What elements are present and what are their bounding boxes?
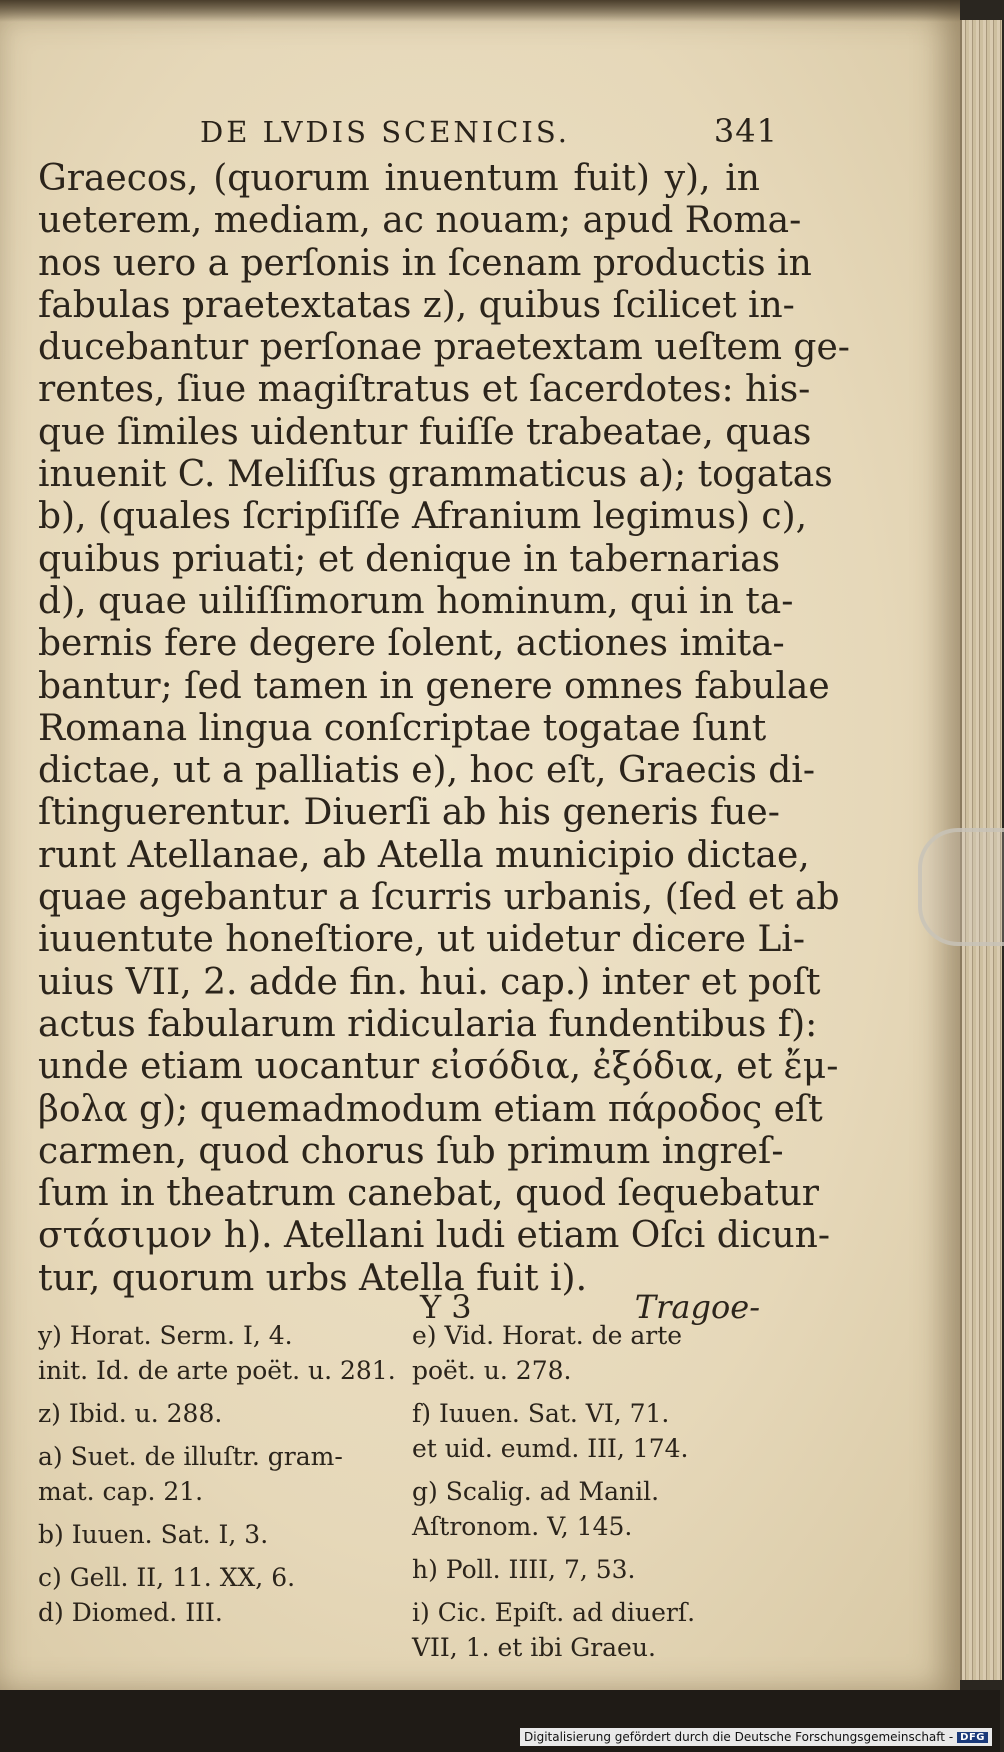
text-line: iuuentute honeſtiore, ut uidetur dicere Li- — [38, 919, 805, 961]
text-line: ſtinguerentur. Diuerſi ab his generis fue- — [38, 792, 780, 834]
footnote: i) Cic. Epiſt. ad diuerſ. — [412, 1598, 696, 1627]
text-line: Graecos, (quorum inuentum fuit) y), in — [38, 158, 760, 199]
body-text — [38, 158, 850, 1300]
catchword: Tragoe- — [634, 1288, 760, 1326]
text-line: fabulas praetextatas z), quibus ſcilicet in- — [38, 284, 795, 326]
text-line: actus fabularum ridicularia fundentibus f): — [38, 1003, 818, 1045]
footnote: c) Gell. II, 11. XX, 6. — [38, 1563, 296, 1592]
text-line: bantur; ſed tamen in genere omnes fabulae — [38, 665, 830, 707]
footnote: mat. cap. 21. — [38, 1477, 204, 1506]
page-number: 341 — [713, 112, 778, 150]
text-line: bernis fere degere ſolent, actiones imita- — [38, 623, 785, 665]
funding-credit — [520, 1728, 992, 1746]
text-line: ſum in theatrum canebat, quod ſequebatur — [38, 1173, 819, 1215]
scan-bottom-bar — [0, 1690, 1000, 1752]
footnote: h) Poll. IIII, 7, 53. — [412, 1555, 636, 1584]
footnote: f) Iuuen. Sat. VI, 71. — [412, 1399, 670, 1428]
text-line: rentes, ſiue magiſtratus et ſacerdotes: his- — [38, 369, 811, 411]
text-line: uius VII, 2. adde fin. hui. cap.) inter et poſt — [38, 961, 821, 1003]
text-line: ducebantur perſonae praetextam ueſtem ge- — [38, 327, 850, 369]
dfg-logo-icon: DFG — [957, 1732, 988, 1743]
footnotes-left — [38, 1318, 396, 1630]
running-title: DE LVDIS SCENICIS. — [200, 115, 570, 149]
footnote: et uid. eumd. III, 174. — [412, 1434, 689, 1463]
text-line: ueterem, mediam, ac nouam; apud Roma- — [38, 200, 802, 242]
page-header — [38, 112, 778, 150]
text-line: Romana lingua conſcriptae togatae ſunt — [38, 707, 767, 749]
footnote: b) Iuuen. Sat. I, 3. — [38, 1520, 269, 1549]
text-line: quae agebantur a ſcurris urbanis, (ſed et ab — [38, 877, 840, 919]
text-line: runt Atellanae, ab Atella municipio dictae, — [38, 834, 810, 876]
text-line: unde etiam uocantur εἰσόδια, ἐξόδια, et ἔμ- — [38, 1046, 839, 1088]
footnote: VII, 1. et ibi Graeu. — [412, 1633, 656, 1662]
page-clip — [918, 828, 1004, 946]
footnote: poët. u. 278. — [412, 1356, 572, 1385]
footnote: z) Ibid. u. 288. — [38, 1399, 223, 1428]
footnote: a) Suet. de illuſtr. gram- — [38, 1442, 343, 1471]
credit-text: Digitalisierung gefördert durch die Deutsche Forschungsgemeinschaft - — [524, 1730, 954, 1744]
text-line: d), quae uiliſſimorum hominum, qui in ta- — [38, 580, 794, 622]
text-line: que ſimiles uidentur fuiſſe trabeatae, quas — [38, 411, 812, 453]
signature-mark: Y 3 — [420, 1288, 472, 1326]
footnote: g) Scalig. ad Manil. — [412, 1477, 660, 1506]
text-line: quibus priuati; et denique in tabernarias — [38, 538, 781, 580]
text-line: tur, quorum urbs Atella fuit i). — [38, 1257, 588, 1299]
footnote: d) Diomed. III. — [38, 1598, 223, 1627]
footnotes-right — [412, 1318, 762, 1665]
text-line: nos uero a perſonis in ſcenam productis in — [38, 242, 812, 284]
text-line: inuenit C. Meliſſus grammaticus a); togatas — [38, 454, 833, 496]
text-line: βολα g); quemadmodum etiam πάροδος eſt — [38, 1088, 823, 1130]
text-line: dictae, ut a palliatis e), hoc eſt, Graecis di- — [38, 750, 815, 792]
footnote: Aſtronom. V, 145. — [412, 1512, 633, 1541]
footnote: init. Id. de arte poët. u. 281. — [38, 1356, 396, 1385]
footnote: e) Vid. Horat. de arte — [412, 1321, 683, 1350]
text-line: στάσιμον h). Atellani ludi etiam Oſci dicun- — [38, 1215, 831, 1257]
footnote: y) Horat. Serm. I, 4. — [38, 1321, 293, 1350]
text-line: carmen, quod chorus ſub primum ingreſ- — [38, 1130, 784, 1172]
text-line: b), (quales ſcripſiſſe Afranium legimus) c), — [38, 496, 808, 538]
